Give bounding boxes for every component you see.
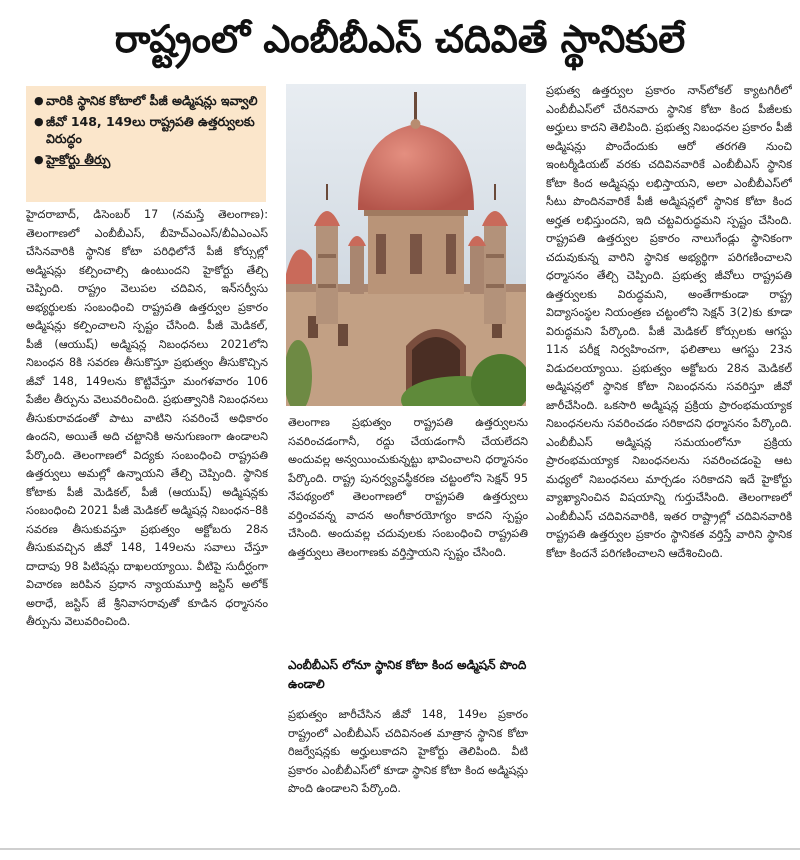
subheading: ఎంబీబీఎస్‌ లోనూ స్థానిక కోటా కింద అడ్మిషన్‌ పొంది ఉండాలి (288, 658, 527, 691)
high-court-building-image (286, 84, 526, 406)
highlight-text: హైకోర్టు తీర్పు (46, 152, 111, 167)
article-column-2-top (288, 414, 528, 650)
article-paragraph: హైదరాబాద్‌, డిసెంబర్‌ 17 (నమస్తే తెలంగాణ): తెలంగాణలో ఎంబీబీఎస్‌, బీహెచ్‌ఎంఎస్‌/బీఏఎంఎస్‌ చేసినవారికి స్థానిక కోటా పరిధిలోనే పీజీ కోర్సుల్లో అడ్మిషన్లు కల్పించాల్సి ఉంటుందని హైకోర్టు తేల్చి చెప్పింది. రాష్ట్రం వెలుపల చదివిన, ఇన్‌సర్వీసు అభ్యర్థులకు సంబంధించి రాష్ట్రపతి ఉత్తర్వుల ప్రకారం అడ్మిషన్లు కల్పించాలని స్పష్టం చేసింది. పీజీ మెడికల్‌, పీజీ (ఆయుష్‌) అడ్మిషన్ల నిబంధనలు 2021లోని నిబంధన 8కి సవరణ తీసుకొస్తూ ప్రభుత్వం తీసుకొచ్చిన జీవో 148, 149లను కొట్టివేస్తూ మంగళవారం 106 పేజీల తీర్పును వెలువరించింది. ప్రభుత్వానికి నిబంధనలు తీసుకురావడంతో పాటు వాటిని సవరించే అధికారం ఉందని, అయితే అది చట్టానికి అనుగుణంగా ఉండాలని పేర్కొంది. తెలంగాణలో విద్యకు సంబంధించి రాష్ట్రపతి ఉత్తర్వులు అమల్లో ఉన్నాయని తేల్చి చెప్పింది. స్థానిక కోటాకు పీజీ మెడికల్‌, పీజీ (ఆయుష్‌) అడ్మిషన్లకు సంబంధించి 2021 పీజీ మెడికల్‌ అడ్మిషన్ల నిబంధన–8కి సవరణ తీసుకువస్తూ ప్రభుత్వం అక్టోబరు 28న తీసుకువచ్చిన జీవో 148, 149లను సవాలు చేస్తూ దాదాపు 98 పిటిషన్లు దాఖలయ్యాయి. వీటిపై సుదీర్ఘంగా విచారణ జరిపిన ప్రధాన న్యాయమూర్తి జస్టిస్‌ అలోక్‌ అరాధే, జస్టిస్‌ జే శ్రీనివాసరావుతో కూడిన ధర్మాసనం తీర్పును వెలువరించింది. (26, 208, 268, 628)
article-column-3 (546, 82, 792, 842)
highlight-text: జీవో 148, 149లు రాష్ట్రపతి ఉత్తర్వులకు విరుద్ధం (46, 114, 255, 146)
article-paragraph: ప్రభుత్వ ఉత్తర్వుల ప్రకారం నాన్‌లోకల్‌ క్యాటగిరీలో ఎంబీబీఎస్‌లో చేరినవారు స్థానిక కోటా కింద పీజీలకు అర్హులు కాదని తెలిపింది. ప్రభుత్వ నిబంధనల ప్రకారం పీజీ అడ్మిషన్లు పొందేందుకు ఆరో తరగతి నుంచి ఇంటర్మీడియట్‌ వరకు చదివినవారికే ఎంబీబీఎస్‌ స్థానిక కోటా కింద అడ్మిషన్లు లభిస్తాయని, అలా ఎంబీబీఎస్‌లో సీటు పొందినవారికే పీజీ అడ్మిషన్లలో స్థానిక కోటా కింద అర్హత లభిస్తుందని, ఇది చట్టవిరుద్ధమని స్పష్టం చేసింది. రాష్ట్రపతి ఉత్తర్వుల ప్రకారం నాలుగేండ్లు స్థానికంగా చదువుకున్న వారిని స్థానిక అభ్యర్థిగా పరిగణించాలని ధర్మాసనం తేల్చి చెప్పింది. ప్రభుత్వ జీవోలు రాష్ట్రపతి ఉత్తర్వులకు విరుద్ధమని, అంతేగాకుండా రాష్ట్ర విద్యాసంస్థల నియంత్రణ చట్టంలోని సెక్షన్‌ 3(2)కు కూడా విరుద్ధమని పేర్కొంది. పీజీ మెడికల్‌ కోర్సులకు ఆగస్టు 11న పరీక్ష నిర్వహించగా, ఫలితాలు ఆగస్టు 23న విడుదలయ్యాయి. ప్రభుత్వం అక్టోబరు 28న మెడికల్‌ అడ్మిషన్లలో స్థానిక కోటా నిబంధనను సవరిస్తూ జీవో జారీచేసింది. ఒకసారి అడ్మిషన్ల ప్రక్రియ ప్రారంభమయ్యాక నిబంధనలను సవరించడం సరికాదని ధర్మాసనం పేర్కొంది. ఎంబీబీఎస్‌ అడ్మిషన్ల సమయంలోనూ ప్రక్రియ ప్రారంభమయ్యాక నిబంధనలను సవరించడంపై ఆట మధ్యలో నిబంధనలు మార్చడం సరికాదని ఇదే హైకోర్టు వ్యాఖ్యానించిన విషయాన్ని గుర్తుచేసింది. తెలంగాణలో ఎంబీబీఎస్‌ చదివినవారికి, ఇతర రాష్ట్రాల్లో చదివినవారికి రాష్ట్రపతి ఉత్తర్వుల ప్రకారం స్థానికత వర్తిస్తే వారిని స్థానిక కోటా కిందనే పరిగణించాలని ఆదేశించింది. (546, 84, 792, 560)
bottom-divider (0, 848, 800, 850)
bullet-icon: ● (34, 115, 44, 128)
highlight-item (34, 151, 258, 168)
bullet-icon: ● (34, 153, 44, 166)
article-column-1 (26, 206, 268, 844)
headline: రాష్ట్రంలో ఎంబీబీఎస్‌ చదివితే స్థానికులే (114, 17, 686, 61)
highlight-item (34, 113, 258, 147)
article-paragraph: ప్రభుత్వం జారీచేసిన జీవో 148, 149ల ప్రకారం రాష్ట్రంలో ఎంబీబీఎస్‌ చదివినంత మాత్రాన స్థానిక కోటా రిజర్వేషన్లకు అర్హులుకాదని హైకోర్టు తెలిపింది. వీటి ప్రకారం ఎంబీబీఎస్‌లో కూడా స్థానిక కోటా కింద అడ్మిషన్లు పొంది ఉండాలని పేర్కొంది. (288, 708, 528, 795)
bullet-icon: ● (34, 94, 44, 107)
highlight-text: వారికి స్థానిక కోటాలో పీజీ అడ్మిషన్లు ఇవ్వాలి (46, 93, 258, 108)
highlight-item (34, 92, 258, 109)
article-paragraph: తెలంగాణ ప్రభుత్వం రాష్ట్రపతి ఉత్తర్వులను సవరించడంగానీ, రద్దు చేయడంగానీ చేయలేదని అందువల్ల అన్వయించుకున్నట్టు భావించాలని ధర్మాసనం పేర్కొంది. రాష్ట్ర పునర్వ్యవస్థీకరణ చట్టంలోని సెక్షన్‌ 95 నేపథ్యంలో తెలంగాణలో రాష్ట్రపతి ఉత్తర్వులు వర్తించవన్న వాదన అంగీకారయోగ్యం కాదని స్పష్టం చేసింది. అందువల్ల చదువులకు సంబంధించి రాష్ట్రపతి ఉత్తర్వులు తెలంగాణకు వర్తిస్తాయని స్పష్టం చేసింది. (288, 416, 528, 559)
high-court-photo (286, 84, 526, 406)
article-column-2-bottom (288, 706, 528, 844)
highlights-box (26, 86, 266, 202)
